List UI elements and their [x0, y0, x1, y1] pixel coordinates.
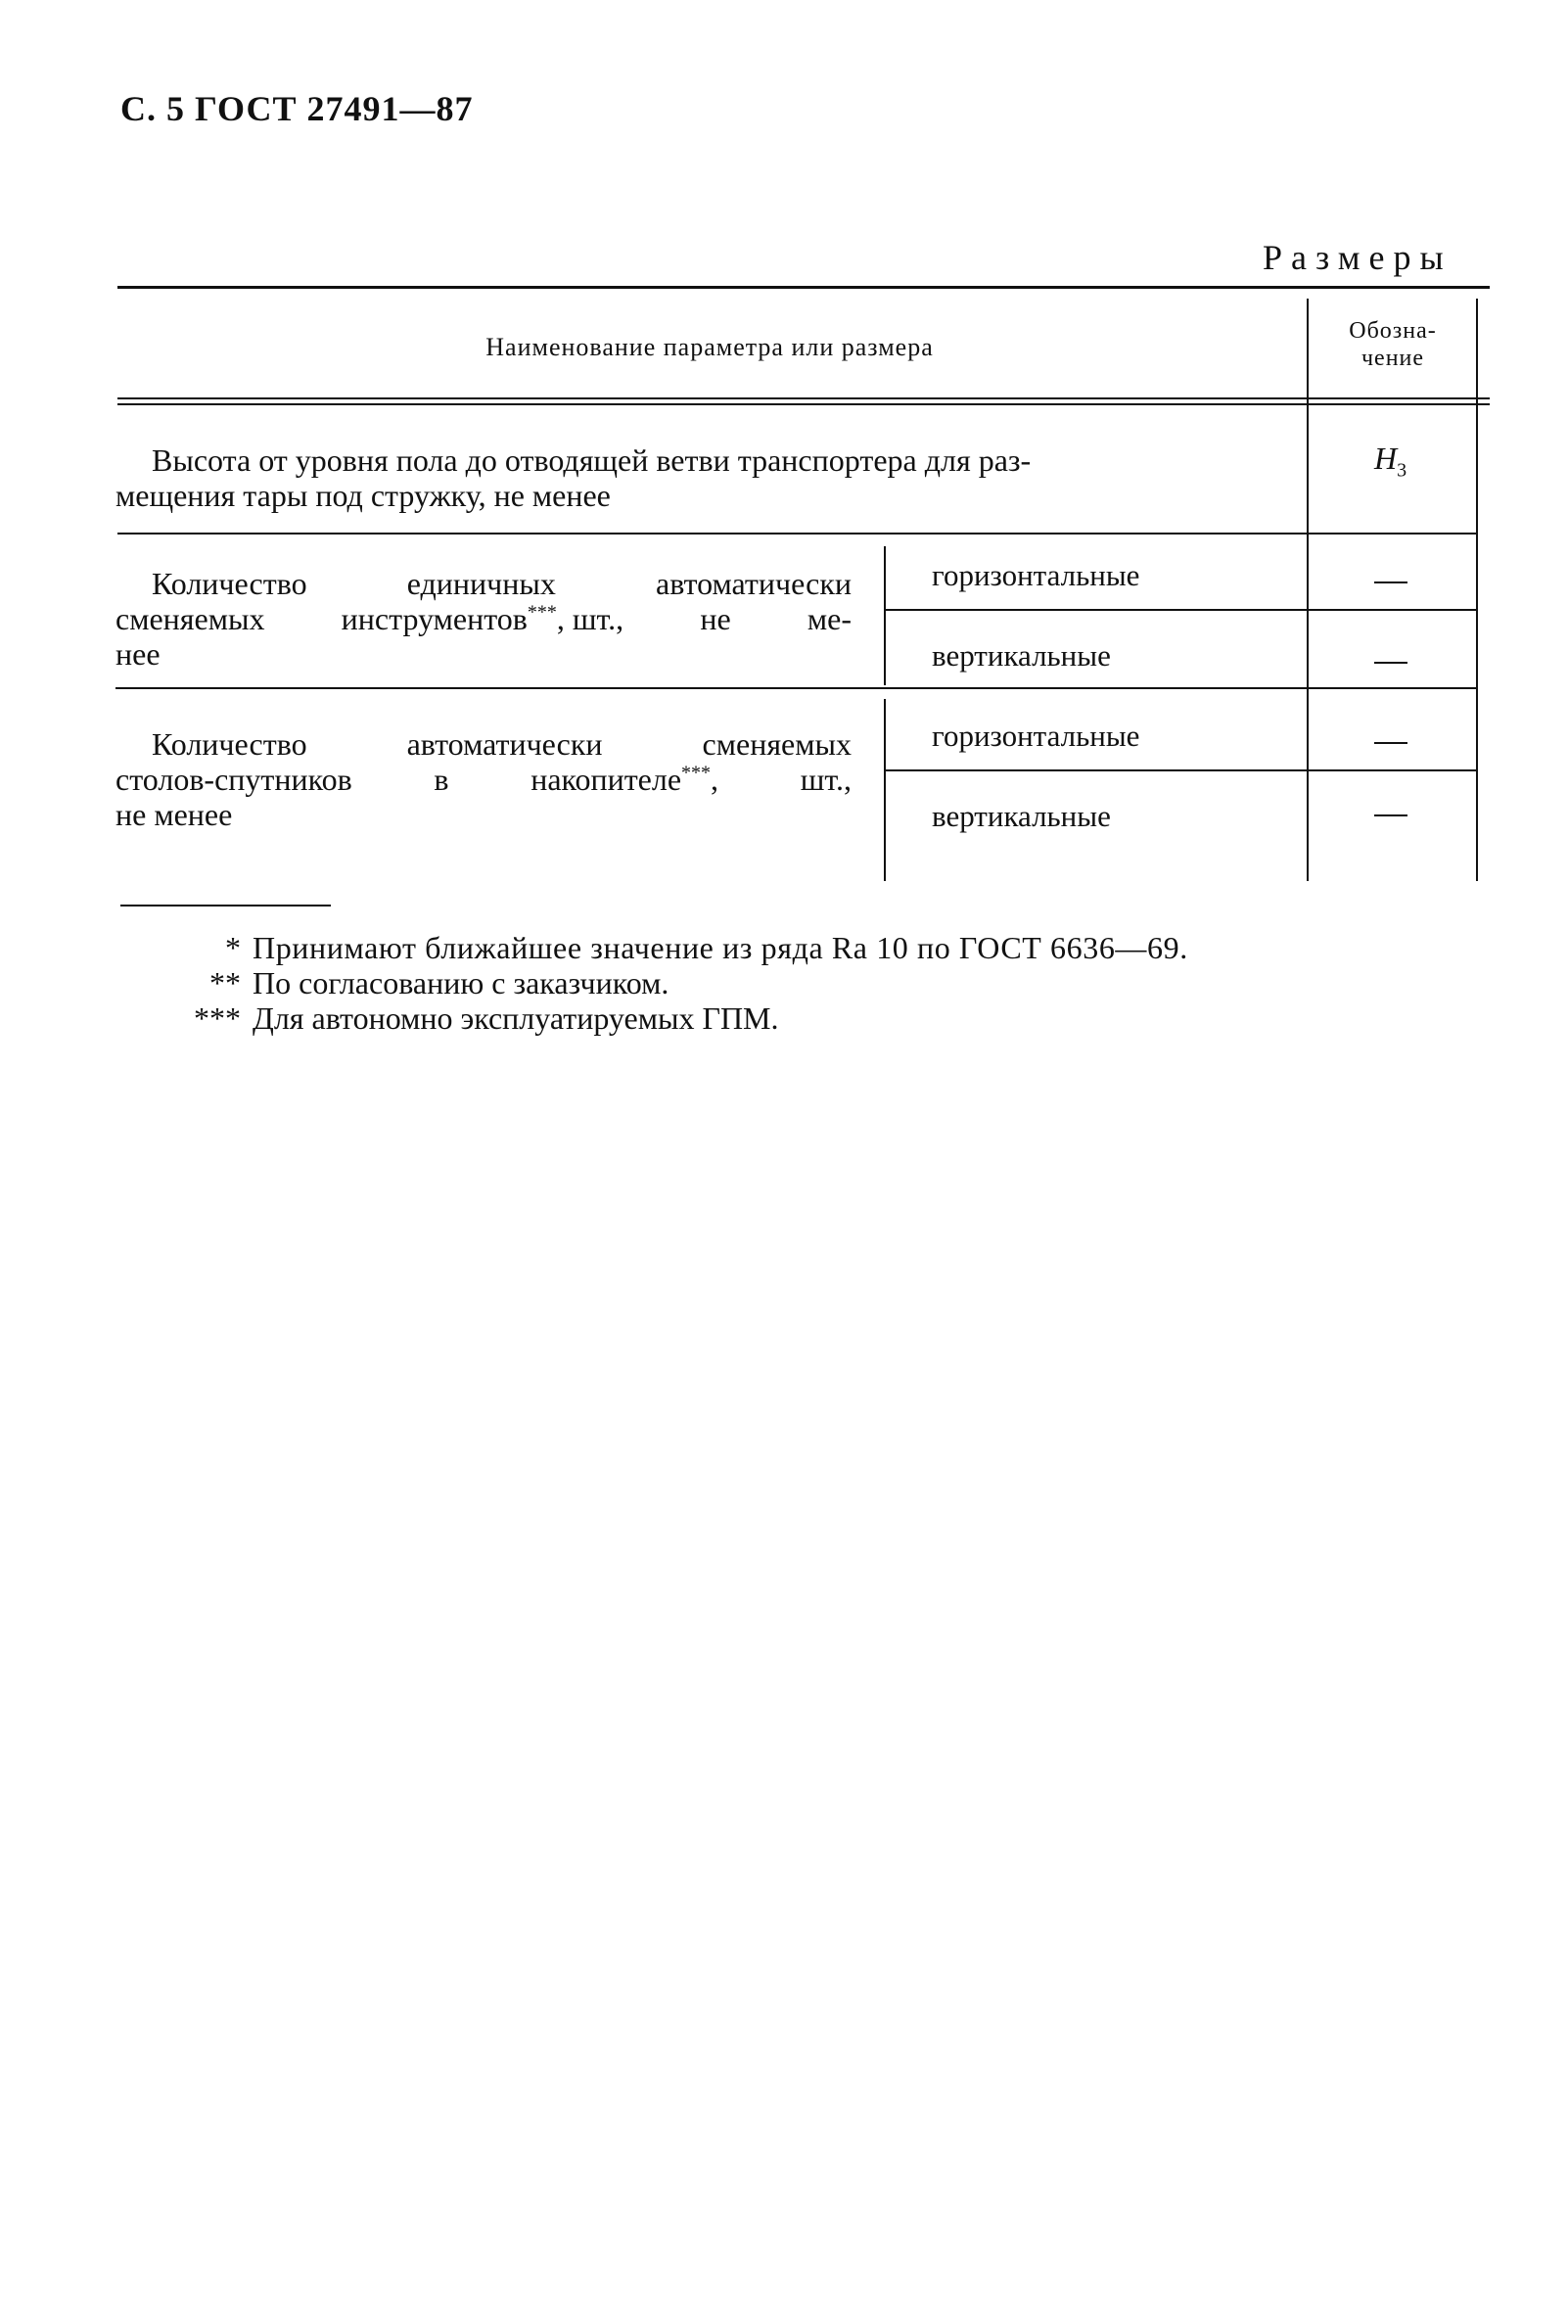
row3-word: шт., [800, 762, 852, 797]
footnote-2-text: По согласованию с заказчиком. [253, 965, 669, 1000]
row2-word: ме- [807, 601, 852, 636]
row1-symbol [1374, 441, 1407, 482]
row1-symbol-subscript: 3 [1397, 459, 1407, 482]
row3-word-with-mark [530, 762, 718, 797]
row2-word-with-mark [342, 601, 623, 636]
row3-sub1-dash [1374, 742, 1407, 744]
col-divider-right [1476, 299, 1478, 881]
row3-word: автоматически [406, 726, 603, 762]
header-rule-b [117, 403, 1490, 405]
table-top-rule [117, 286, 1490, 289]
row2-name-line2 [115, 601, 852, 636]
row2-separator [115, 687, 1478, 689]
row3-sub1-label: горизонтальные [932, 719, 1140, 753]
row2-sub2-dash [1374, 662, 1407, 664]
row3-word: сменяемых [702, 726, 852, 762]
footnote-1-mark: * [225, 930, 241, 965]
col-divider-sub-row2 [884, 546, 886, 685]
row3-word: в [434, 762, 449, 797]
row3-sub2-label: вертикальные [932, 799, 1111, 833]
row2-sub1-label: горизонтальные [932, 558, 1140, 592]
row3-name-line1 [115, 726, 852, 762]
footnote-2-mark: ** [209, 965, 241, 1000]
row1-separator [117, 533, 1478, 535]
row3-word: накопителе [530, 762, 682, 797]
row3-name-line3 [115, 797, 852, 832]
col-divider-sub-row3 [884, 699, 886, 881]
row2-subseparator [886, 609, 1478, 611]
footnote-ref-mark: *** [681, 762, 712, 784]
header-designation-line1: Обозна- [1349, 318, 1437, 344]
row2-word: сменяемых [115, 601, 265, 636]
row3-sub2-dash [1374, 814, 1407, 816]
row1-name-line1: Высота от уровня пола до отводящей ветви транспортера для раз- [152, 442, 1032, 478]
table-caption: Размеры [1263, 238, 1453, 277]
row3-word: не менее [115, 797, 233, 832]
footnote-1 [180, 930, 1188, 966]
row1-name-line2: мещения тары под стружку, не менее [115, 478, 611, 513]
col-divider-designation [1307, 299, 1309, 881]
footnote-3 [180, 1000, 779, 1037]
footnote-1-text: Принимают ближайшее значение из ряда Ra 10 по ГОСТ 6636—69. [253, 930, 1188, 965]
row1-symbol-letter: H [1374, 441, 1398, 476]
row2-name [115, 566, 852, 672]
footnote-separator [120, 905, 331, 906]
header-designation-column [1310, 317, 1476, 372]
row3-word: столов-спутников [115, 762, 352, 797]
row2-sub2-label: вертикальные [932, 638, 1111, 673]
row3-name-line2 [115, 762, 852, 797]
row2-word: Количество [152, 566, 307, 601]
row3-word: , [711, 762, 719, 797]
footnote-2 [180, 965, 669, 1001]
row2-word: единичных [406, 566, 556, 601]
header-name-column: Наименование параметра или размера [485, 333, 934, 361]
footnote-3-mark: *** [194, 1000, 241, 1036]
row2-word: не [700, 601, 731, 636]
row2-word: нее [115, 636, 161, 672]
footnote-3-text: Для автономно эксплуатируемых ГПМ. [253, 1000, 779, 1036]
row2-word: инструментов [341, 601, 528, 636]
page-title: С. 5 ГОСТ 27491—87 [120, 89, 474, 128]
row3-word: Количество [152, 726, 307, 762]
row2-sub1-dash [1374, 581, 1407, 583]
row3-name [115, 726, 852, 832]
row3-subseparator [886, 769, 1478, 771]
header-rule-a [117, 397, 1490, 399]
row2-name-line3 [115, 636, 852, 672]
header-designation-line2: чение [1360, 346, 1425, 371]
row2-name-line1 [115, 566, 852, 601]
row2-word: автоматически [656, 566, 852, 601]
footnote-ref-mark: *** [527, 601, 557, 624]
row2-word: , шт., [556, 601, 624, 636]
